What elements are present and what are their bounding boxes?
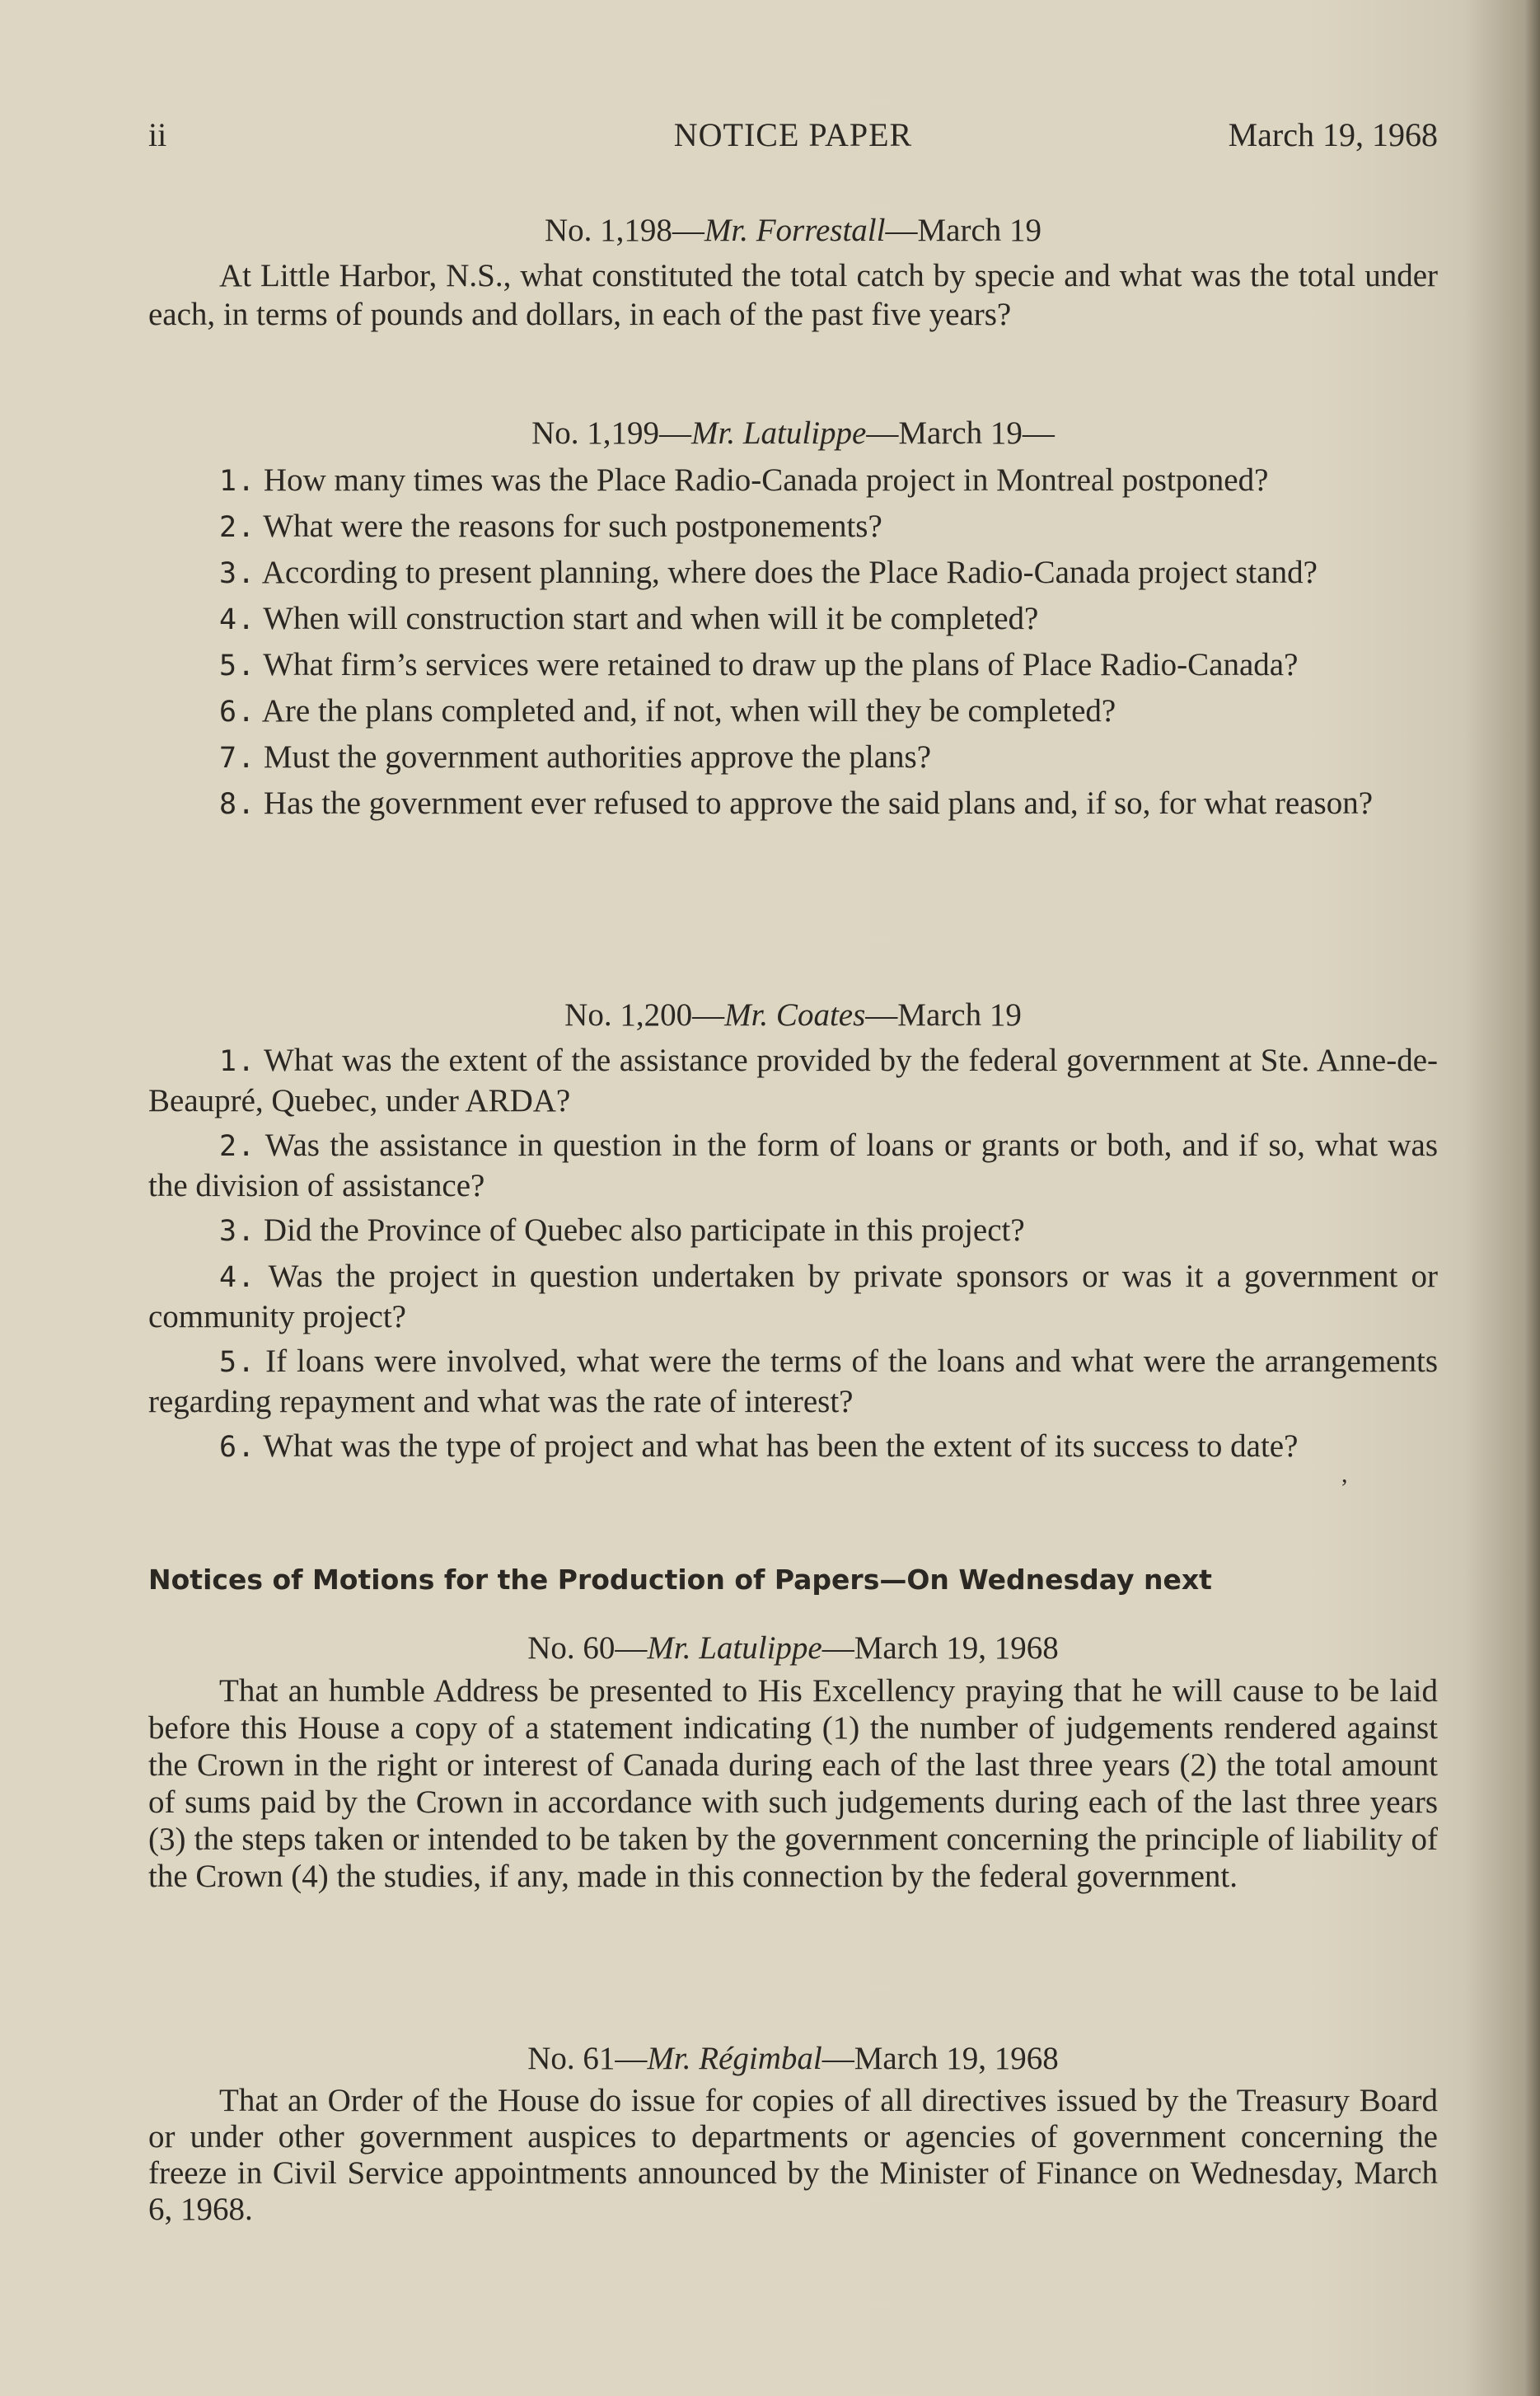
page-number: ii bbox=[148, 116, 167, 153]
question-1200 bbox=[148, 996, 1438, 1467]
list-item: 8. Has the government ever refused to approve the said plans and, if so, for what reason? bbox=[219, 785, 1374, 821]
page-header bbox=[148, 115, 1438, 157]
motion-61 bbox=[148, 2039, 1438, 2228]
motion-body: That an humble Address be presented to His Excellency praying that he will cause to be laid before this House a copy of a statement indicating (1) the number of judgements rendered against the Crown in the right or interest of Canada during each of the last three years (2) the total amount of sums paid by the Crown in accordance with such judgements during each of the last three years (3) the steps taken or intended to be taken by the government concerning the principle of liability of the Crown (4) the studies, if any, made in this connection by the federal government. bbox=[148, 1673, 1438, 1894]
section-heading bbox=[148, 1560, 1438, 1599]
motion-60 bbox=[148, 1629, 1438, 1895]
stray-comma: , bbox=[1341, 1461, 1348, 1488]
list-item: 2. What were the reasons for such postponements? bbox=[219, 509, 882, 544]
question-heading: No. 1,199—Mr. Latulippe—March 19— bbox=[531, 415, 1055, 451]
list-item: 3. Did the Province of Quebec also participate in this project? bbox=[219, 1212, 1025, 1248]
list-item: 5. If loans were involved, what were the terms of the loans and what were the arrangements regarding repayment and what was the rate of interest? bbox=[148, 1343, 1439, 1419]
question-body: At Little Harbor, N.S., what constituted the total catch by specie and what was the total under each, in terms of pounds and dollars, in each of the past five years? bbox=[148, 258, 1438, 332]
list-item: 6. What was the type of project and what has been the extent of its success to date? bbox=[219, 1428, 1299, 1464]
list-item: 1. What was the extent of the assistance provided by the federal government at Ste. Anne-de-Beaupré, Quebec, under ARDA? bbox=[148, 1043, 1438, 1118]
list-item: 4. When will construction start and when will it be completed? bbox=[219, 601, 1039, 636]
list-item: 6. Are the plans completed and, if not, when will they be completed? bbox=[219, 693, 1116, 729]
motion-heading: No. 60—Mr. Latulippe—March 19, 1968 bbox=[527, 1630, 1059, 1666]
list-item: 3. According to present planning, where does the Place Radio-Canada project stand? bbox=[219, 555, 1318, 590]
question-1199 bbox=[148, 414, 1438, 824]
motion-heading: No. 61—Mr. Régimbal—March 19, 1968 bbox=[527, 2041, 1059, 2076]
question-heading: No. 1,200—Mr. Coates—March 19 bbox=[564, 997, 1022, 1033]
list-item: 5. What firm’s services were retained to draw up the plans of Place Radio-Canada? bbox=[219, 647, 1299, 682]
question-heading: No. 1,198—Mr. Forrestall—March 19 bbox=[544, 213, 1042, 248]
section-title: Notices of Motions for the Production of Papers—On Wednesday next bbox=[148, 1564, 1212, 1596]
page-title: NOTICE PAPER bbox=[673, 116, 913, 153]
header-date: March 19, 1968 bbox=[1228, 116, 1438, 153]
list-item: 2. Was the assistance in question in the form of loans or grants or both, and if so, what was the division of assistance? bbox=[148, 1128, 1439, 1203]
list-item: 1. How many times was the Place Radio-Canada project in Montreal postponed? bbox=[219, 462, 1269, 498]
motion-body: That an Order of the House do issue for copies of all directives issued by the Treasury Board or under other government auspices to departments or agencies of government concerning the freeze in Civil Service appointments announced by the Minister of Finance on Wednesday, March 6, 1968. bbox=[148, 2083, 1438, 2227]
list-item: 7. Must the government authorities approve the plans? bbox=[219, 739, 932, 775]
list-item: 4. Was the project in question undertaken by private sponsors or was it a government or community project? bbox=[148, 1259, 1438, 1334]
question-1198 bbox=[148, 211, 1438, 334]
